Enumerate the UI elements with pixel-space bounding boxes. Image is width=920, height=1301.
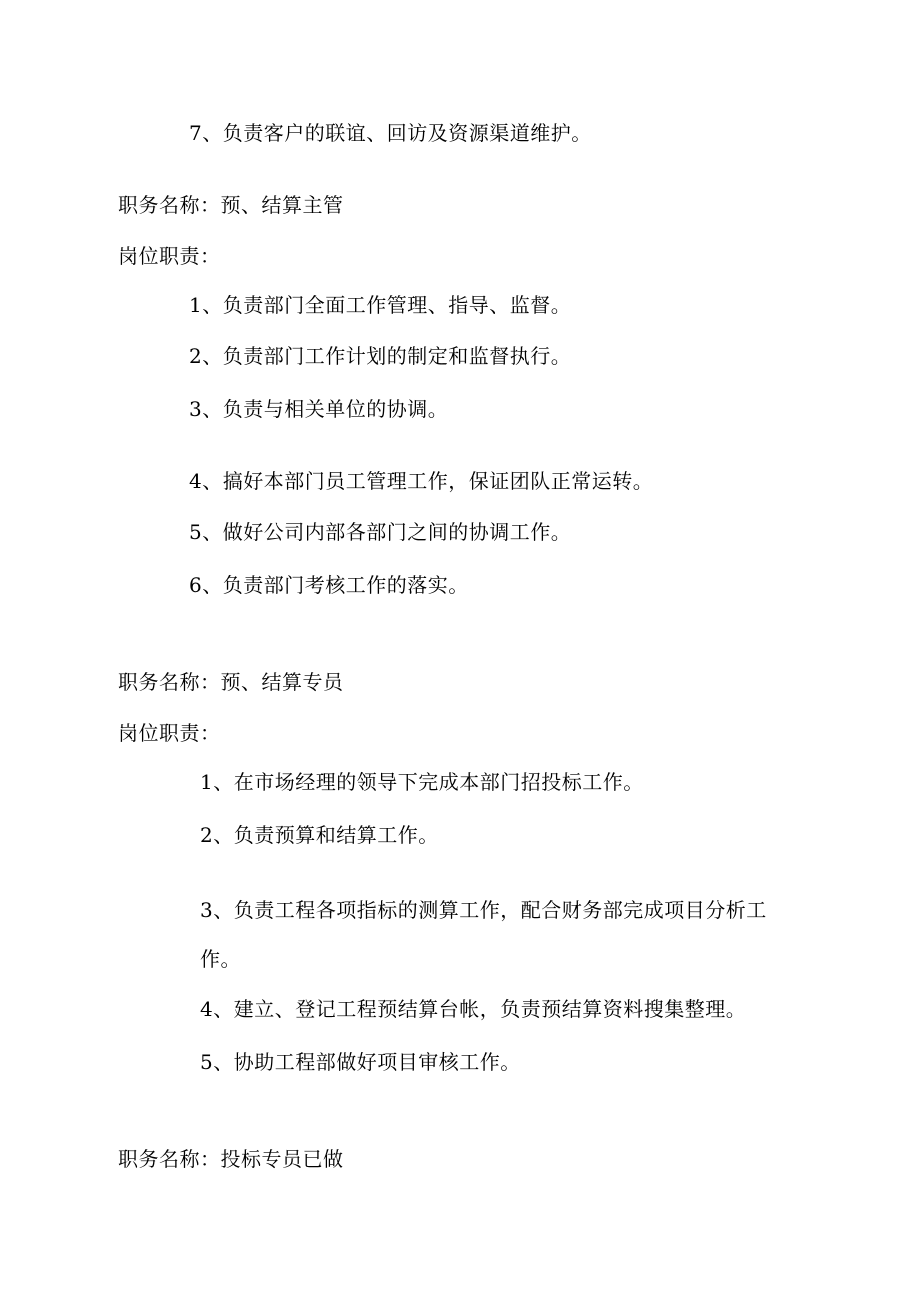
list-item: 2、负责预算和结算工作。 bbox=[200, 823, 439, 847]
list-item: 2、负责部门工作计划的制定和监督执行。 bbox=[189, 344, 572, 368]
list-item: 3、负责与相关单位的协调。 bbox=[189, 397, 449, 421]
list-item: 5、协助工程部做好项目审核工作。 bbox=[200, 1050, 521, 1074]
list-item: 7、负责客户的联谊、回访及资源渠道维护。 bbox=[189, 121, 592, 145]
list-item: 1、在市场经理的领导下完成本部门招投标工作。 bbox=[200, 770, 644, 794]
job-title: 职务名称：预、结算专员 bbox=[118, 670, 344, 694]
job-title: 职务名称：预、结算主管 bbox=[118, 193, 344, 217]
list-item: 4、搞好本部门员工管理工作，保证团队正常运转。 bbox=[189, 469, 654, 493]
list-item: 1、负责部门全面工作管理、指导、监督。 bbox=[189, 293, 572, 317]
list-item: 5、做好公司内部各部门之间的协调工作。 bbox=[189, 520, 572, 544]
duties-label: 岗位职责： bbox=[118, 721, 221, 745]
list-item: 4、建立、登记工程预结算台帐，负责预结算资料搜集整理。 bbox=[200, 997, 747, 1021]
list-item-continuation: 作。 bbox=[200, 947, 241, 971]
list-item: 3、负责工程各项指标的测算工作，配合财务部完成项目分析工 bbox=[200, 898, 767, 922]
job-title: 职务名称：投标专员已做 bbox=[118, 1147, 344, 1171]
list-item: 6、负责部门考核工作的落实。 bbox=[189, 573, 469, 597]
duties-label: 岗位职责： bbox=[118, 244, 221, 268]
